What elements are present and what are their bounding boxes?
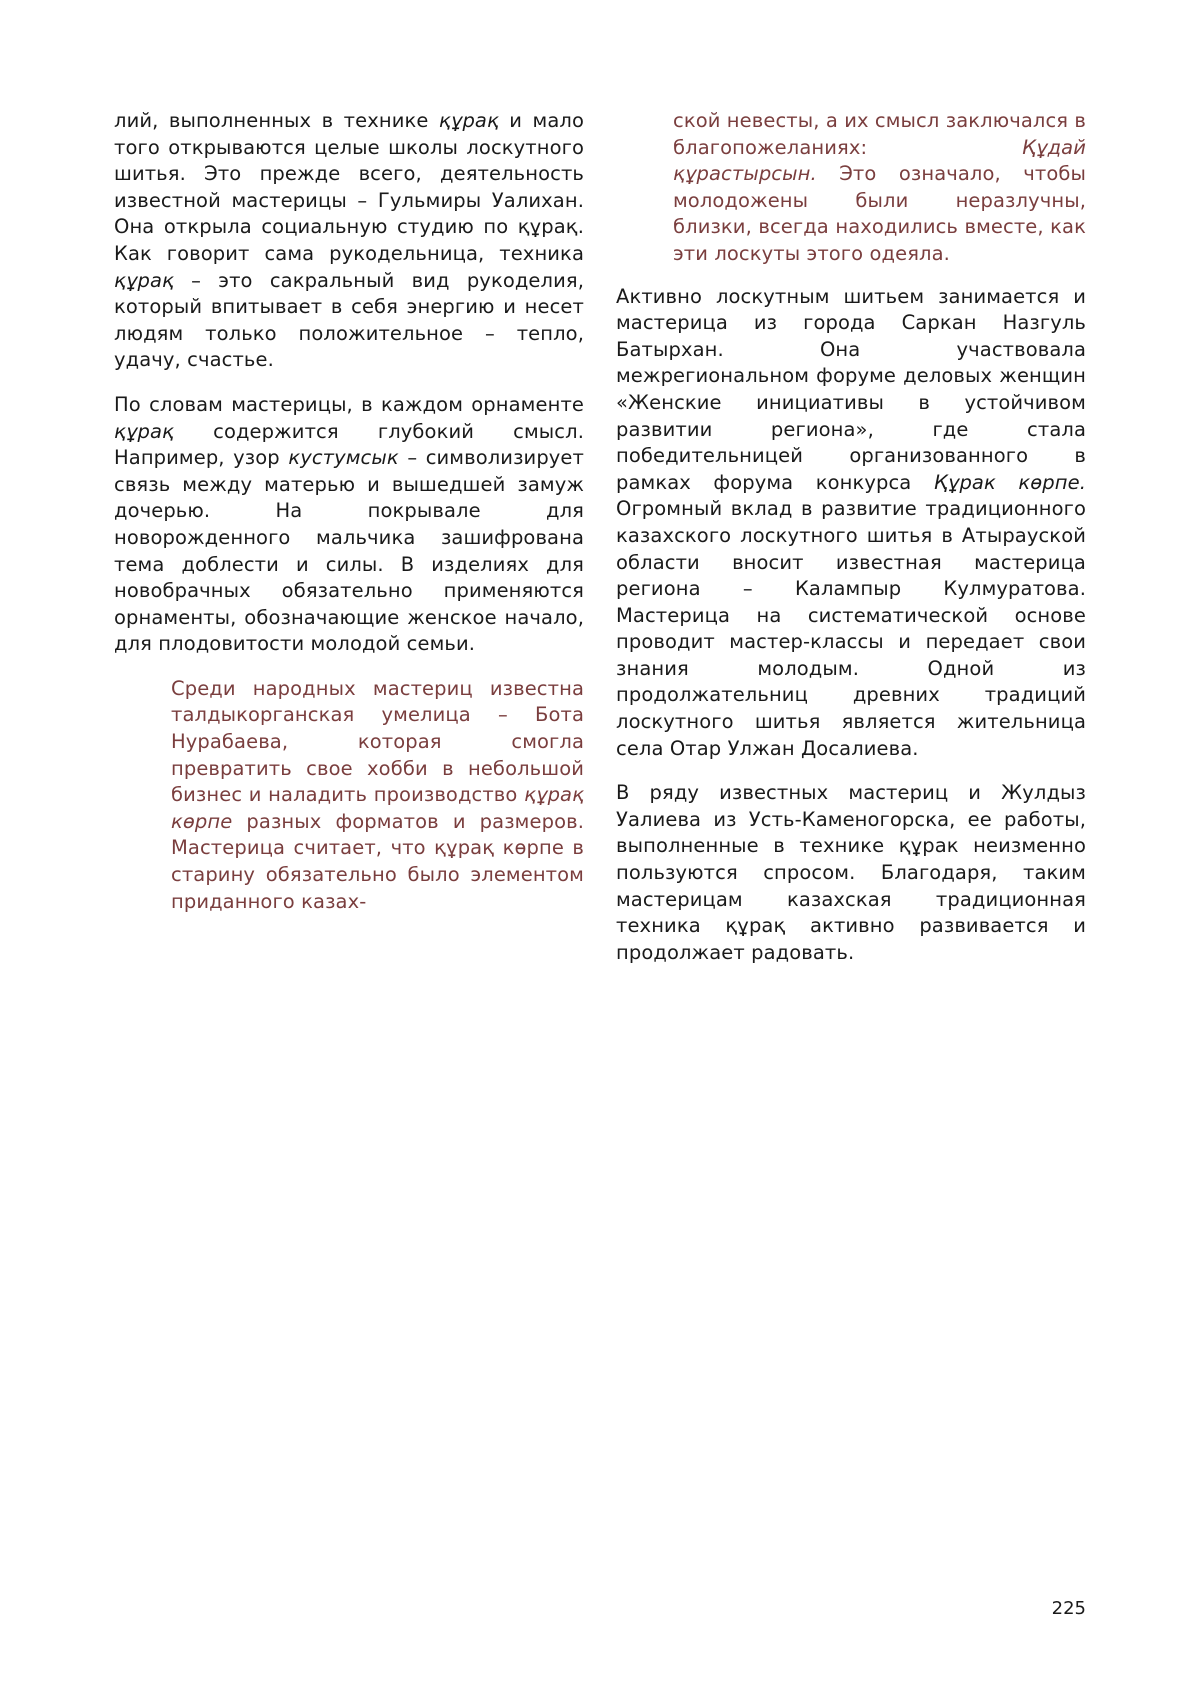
text-run: – это сакральный вид рукоделия, который впитывает в себя энергию и несет людям только положительное – тепло, удачу, счастье. bbox=[114, 268, 584, 372]
right-column bbox=[616, 108, 1086, 984]
text-run: разных форматов и размеров. Мастерица считает, что құрақ көрпе в старину обязательно было элементом приданного казах- bbox=[171, 809, 584, 913]
text-run: Активно лоскутным шитьем занимается и мастерица из города Саркан Назгуль Батырхан. Она участвовала межрегиональном форуме деловых женщин «Женские инициативы в устойчивом развитии региона», где стала победительницей организованного в рамках форума конкурса bbox=[616, 284, 1086, 494]
paragraph-left-1 bbox=[114, 108, 584, 374]
text-run: По словам мастерицы, в каждом орнаменте bbox=[114, 392, 584, 416]
text-run: – символизирует связь между матерью и вышедшей замуж дочерью. На покрывале для новорожденного мальчика зашифрована тема доблести и силы. В изделиях для новобрачных обязательно применяются орнаменты, обозначающие женское начало, для плодовитости молодой семьи. bbox=[114, 446, 584, 656]
italic-term: Құрак көрпе. bbox=[933, 470, 1086, 494]
text-run: Огромный вклад в развитие традиционного казахского лоскутного шитья в Атырауской области вносит известная мастерица региона – Калампыр Кулмуратова. Мастерица на систематической основе проводит мастер-классы и передает свои знания молодым. Одной из продолжательниц древних традиций лоскутного шитья является жительница села Отар Улжан Досалиева. bbox=[616, 497, 1086, 760]
italic-term: құрақ bbox=[114, 419, 174, 443]
highlight-quote-left bbox=[171, 676, 584, 915]
paragraph-right-1 bbox=[616, 284, 1086, 763]
paragraph-left-2 bbox=[114, 392, 584, 658]
text-run: лий, выполненных в технике bbox=[114, 109, 439, 132]
text-run: Это означало, чтобы молодожены были неразлучны, близки, всегда находились вместе, как эти лоскуты этого одеяла. bbox=[673, 162, 1086, 265]
italic-term: құрақ bbox=[438, 109, 499, 132]
italic-term: Құдай құрастырсын. bbox=[673, 135, 1086, 186]
highlight-quote-right bbox=[673, 108, 1086, 268]
paragraph-right-2 bbox=[616, 780, 1086, 966]
text-run: и мало того открываются целые школы лоскутного шитья. Это прежде всего, деятельность известной мастерицы – Гульмиры Уалихан. Она открыла социальную студию по құрақ. Как говорит сама рукодельница, техника bbox=[114, 109, 584, 265]
italic-term: құрақ көрпе bbox=[171, 783, 584, 833]
text-run: В ряду известных мастериц и Жулдыз Уалиева из Усть-Каменогорска, ее работы, выполненные в технике құрак неизменно пользуются спросом. Благодаря, таким мастерицам казахская традиционная техника құрақ активно развивается и продолжает радовать. bbox=[616, 781, 1086, 964]
italic-term: құрақ bbox=[114, 268, 174, 292]
text-run: содержится глубокий смысл. Например, узор bbox=[114, 419, 584, 470]
text-run: Среди народных мастериц известна талдыкорганская умелица – Бота Нурабаева, которая смогла превратить свое хобби в небольшой бизнес и наладить производство bbox=[171, 676, 584, 807]
text-run: ской невесты, а их смысл заключался в благопожеланиях: bbox=[673, 109, 1086, 159]
italic-term: кустумсык bbox=[288, 446, 399, 470]
left-column bbox=[114, 108, 584, 933]
page-number: 225 bbox=[1051, 1598, 1086, 1619]
